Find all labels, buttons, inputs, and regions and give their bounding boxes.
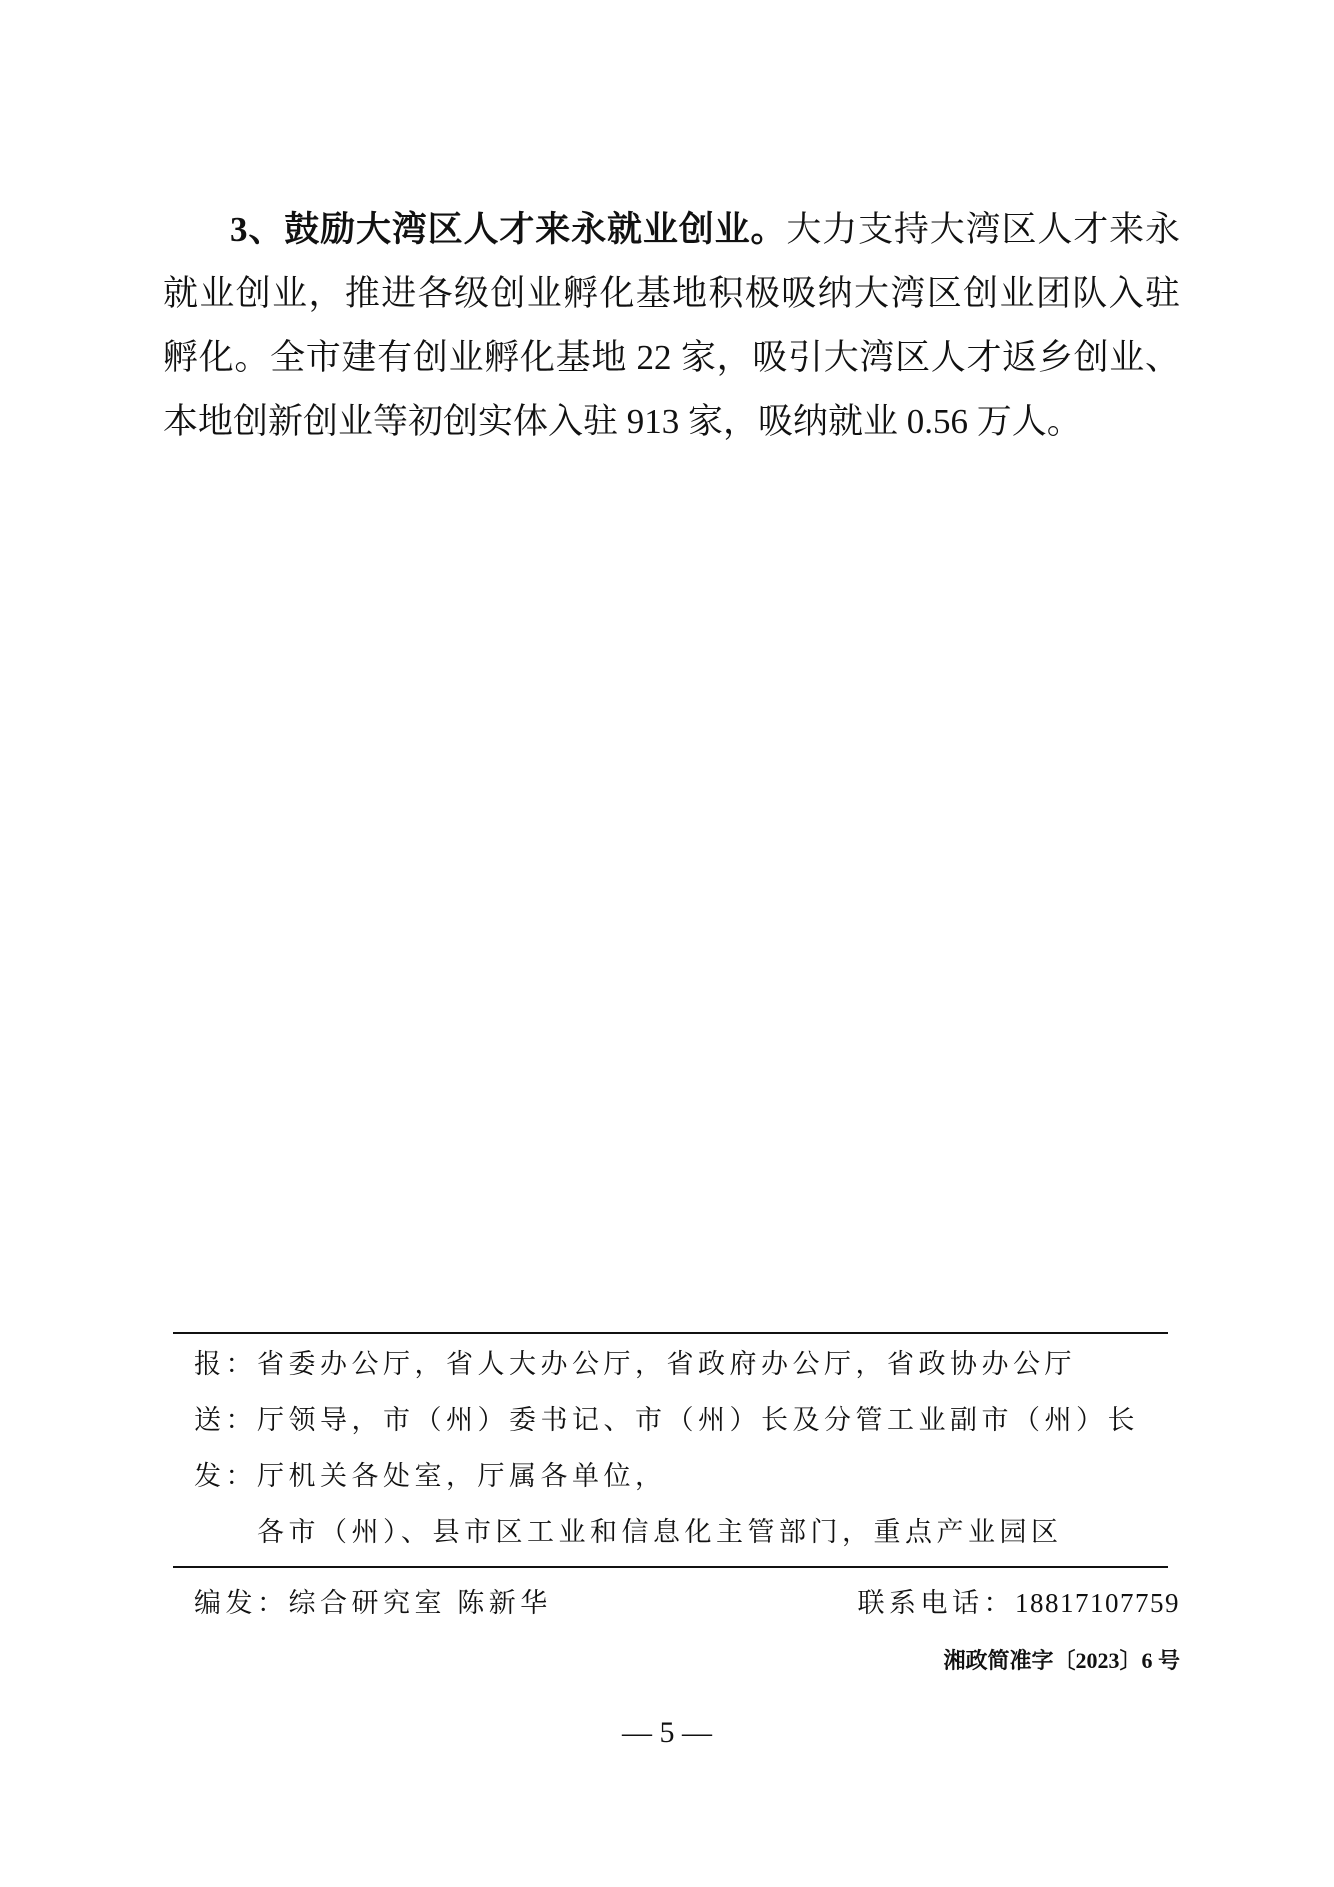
distribution-list: [194, 1336, 1180, 1560]
paragraph-line-2: 就业创业，推进各级创业孵化基地积极吸纳大湾区创业团队入驻: [163, 274, 1180, 313]
distribution-bottom-rule: [173, 1566, 1168, 1568]
issuer-row: [194, 1575, 1180, 1631]
paragraph-line-4: 本地创新创业等初创实体入驻 913 家，吸纳就业 0.56 万人。: [163, 402, 1082, 441]
approval-number: 湘政简准字〔2023〕6 号: [943, 1648, 1180, 1673]
contact-phone-number: 18817107759: [1015, 1588, 1180, 1618]
paragraph-line-1: [163, 198, 1180, 262]
distribution-row-send: 送：厅领导，市（州）委书记、市（州）长及分管工业副市（州）长: [194, 1405, 1139, 1435]
issuer-label: 编发：综合研究室 陈新华: [194, 1588, 552, 1618]
distribution-top-rule: [173, 1332, 1168, 1334]
contact-phone-label: 联系电话：: [857, 1588, 1015, 1618]
distribution-row-report: 报：省委办公厅，省人大办公厅，省政府办公厅，省政协办公厅: [194, 1349, 1076, 1379]
paragraph-line-1-text: 大力支持大湾区人才来永: [786, 210, 1180, 249]
paragraph-heading: 3、鼓励大湾区人才来永就业创业。: [230, 210, 787, 249]
page-number: — 5 —: [622, 1716, 712, 1749]
paragraph-line-3: 孵化。全市建有创业孵化基地 22 家，吸引大湾区人才返乡创业、: [163, 338, 1180, 377]
distribution-row-issue-continued: 各市（州）、县市区工业和信息化主管部门，重点产业园区: [257, 1517, 1063, 1547]
contact-phone: [858, 1575, 1181, 1631]
body-paragraph: [163, 198, 1180, 454]
distribution-row-issue: 发：厅机关各处室，厅属各单位，: [194, 1461, 667, 1491]
